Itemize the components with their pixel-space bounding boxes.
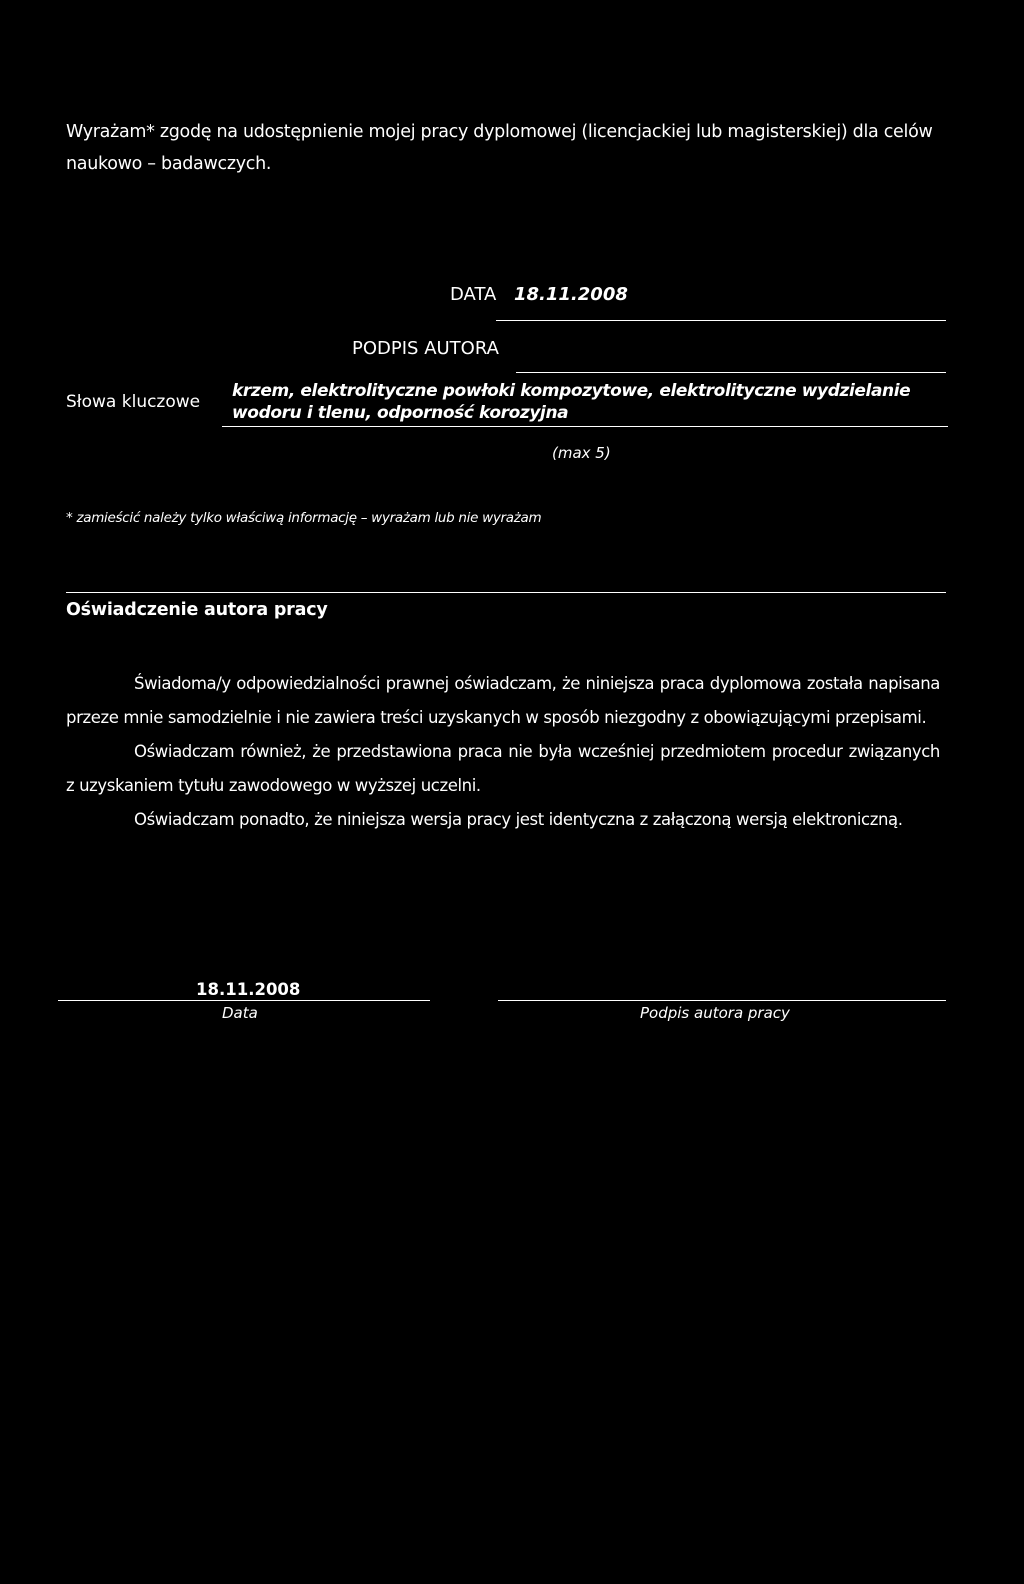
declaration-paragraph: Oświadczam również, że przedstawiona praca nie była wcześniej przedmiotem procedur związanych z uzyskaniem tytułu zawodowego w wyższej uczelni. bbox=[66, 742, 940, 795]
bottom-signature-caption: Podpis autora pracy bbox=[640, 1004, 790, 1022]
footnote: * zamieścić należy tylko właściwą informację – wyrażam lub nie wyrażam bbox=[66, 510, 542, 526]
date-line bbox=[496, 320, 946, 321]
date-label: DATA bbox=[450, 284, 497, 305]
keywords-value: krzem, elektrolityczne powłoki kompozytowe, elektrolityczne wydzielanie wodoru i tlenu, odporność korozyjna bbox=[232, 381, 911, 423]
bottom-date-value: 18.11.2008 bbox=[196, 980, 301, 999]
bottom-date-caption: Data bbox=[222, 1004, 258, 1022]
declaration-title: Oświadczenie autora pracy bbox=[66, 600, 328, 620]
bottom-date-line bbox=[58, 1000, 430, 1001]
declaration-paragraph: Oświadczam ponadto, że niniejsza wersja pracy jest identyczna z załączoną wersją elektroniczną. bbox=[134, 810, 903, 829]
keywords-label: Słowa kluczowe bbox=[66, 392, 201, 412]
bottom-signature-line bbox=[498, 1000, 946, 1001]
keywords-max-note: (max 5) bbox=[552, 444, 611, 462]
declaration-body bbox=[66, 667, 940, 837]
author-signature-label: PODPIS AUTORA bbox=[352, 338, 499, 359]
date-value: 18.11.2008 bbox=[514, 284, 628, 305]
signature-line bbox=[516, 372, 946, 373]
consent-statement: Wyrażam* zgodę na udostępnienie mojej pracy dyplomowej (licencjackiej lub magisterskiej) dla celów naukowo – badawczych. bbox=[66, 122, 933, 174]
section-divider bbox=[66, 592, 946, 593]
keywords-line bbox=[222, 426, 948, 427]
declaration-paragraph: Świadoma/y odpowiedzialności prawnej oświadczam, że niniejsza praca dyplomowa została napisana przeze mnie samodzielnie i nie zawiera treści uzyskanych w sposób niezgodny z obowiązującymi przepisami. bbox=[66, 674, 940, 727]
